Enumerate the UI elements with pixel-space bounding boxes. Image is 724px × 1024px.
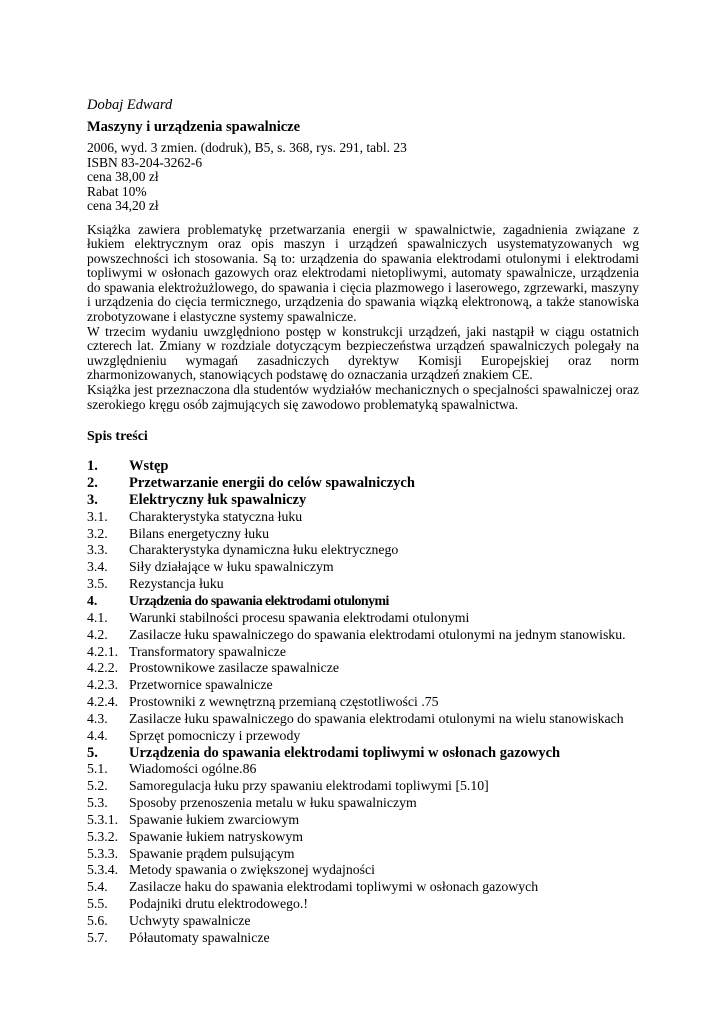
toc-item (87, 627, 639, 644)
table-of-contents (87, 458, 639, 946)
toc-item-number: 5.2. (87, 778, 108, 794)
book-title: Maszyny i urządzenia spawalnicze (87, 119, 301, 135)
toc-item (87, 458, 639, 475)
toc-item-number: 5.7. (87, 929, 108, 945)
toc-item (87, 812, 639, 829)
toc-item-title: Półautomaty spawalnicze (129, 929, 270, 945)
toc-item (87, 778, 639, 795)
toc-item-number: 5. (87, 744, 98, 761)
description-paragraph: Książka jest przeznaczona dla studentów wydziałów mechanicznych o specjalności spawalniczej oraz szerokiego kręgu osób zajmujących się zawodowo problematyką spawalnictwa. (87, 382, 639, 412)
toc-item (87, 913, 639, 930)
toc-item-title: Spawanie prądem pulsującym (129, 845, 295, 861)
toc-item-number: 4.3. (87, 710, 108, 726)
toc-item-number: 5.3.3. (87, 845, 119, 861)
toc-item-title: Wiadomości ogólne.86 (129, 761, 257, 777)
toc-item-number: 3.4. (87, 559, 108, 575)
toc-item-title: Rezystancja łuku (129, 576, 224, 592)
toc-item (87, 610, 639, 627)
toc-item (87, 711, 639, 728)
toc-item-title: Siły działające w łuku spawalniczym (129, 559, 334, 575)
toc-item (87, 492, 639, 509)
toc-item (87, 846, 639, 863)
toc-item (87, 896, 639, 913)
toc-item-number: 4.1. (87, 609, 108, 625)
toc-item-title: Zasilacze łuku spawalniczego do spawania elektrodami otulonymi na jednym stanowisku. (129, 626, 626, 642)
toc-item-title: Uchwyty spawalnicze (129, 913, 251, 928)
toc-item-number: 3.5. (87, 576, 108, 592)
toc-item (87, 879, 639, 896)
toc-item-number: 5.3. (87, 795, 108, 811)
toc-item-title: Urządzenia do spawania elektrodami otulonymi (129, 592, 389, 608)
toc-item (87, 593, 639, 610)
toc-item (87, 644, 639, 661)
toc-item-title: Charakterystyka dynamiczna łuku elektrycznego (129, 542, 399, 558)
toc-item (87, 677, 639, 694)
book-details (87, 141, 639, 214)
toc-item-title: Prostowniki z wewnętrzną przemianą częstotliwości .75 (129, 694, 439, 710)
document-page (87, 96, 639, 947)
toc-item-number: 4.2.4. (87, 694, 119, 710)
toc-item-title: Sposoby przenoszenia metalu w łuku spawalniczym (129, 795, 417, 811)
toc-item-title: Elektryczny łuk spawalniczy (129, 491, 307, 508)
toc-item-title: Sprzęt pomocniczy i przewody (129, 727, 301, 743)
edition-info: 2006, wyd. 3 zmien. (dodruk), B5, s. 368, rys. 291, tabl. 23 (87, 140, 407, 155)
toc-item-title: Przetwarzanie energii do celów spawalniczych (129, 475, 415, 492)
price: cena 38,00 zł (87, 169, 159, 184)
toc-item (87, 576, 639, 593)
toc-item-title: Przetwornice spawalnicze (129, 677, 273, 693)
toc-item-number: 3.2. (87, 525, 108, 541)
toc-item-number: 4.2. (87, 626, 108, 642)
toc-item-number: 5.3.1. (87, 811, 119, 827)
toc-item (87, 862, 639, 879)
toc-item-title: Transformatory spawalnicze (129, 643, 286, 659)
book-description (87, 223, 639, 413)
toc-item-number: 5.5. (87, 896, 108, 912)
toc-item (87, 526, 639, 543)
toc-item-title: Zasilacze haku do spawania elektrodami topliwymi w osłonach gazowych (129, 879, 539, 895)
description-paragraph: W trzecim wydaniu uwzględniono postęp w konstrukcji urządzeń, jaki nastąpił w ciągu ostatnich czterech lat. Zmiany w rozdziale dotyczącym bezpieczeństwa urządzeń spawalniczych polegały na uwzględnieniu wymagań zasadniczych dyrektyw Komisji Europejskiej oraz norm zharmonizowanych, stanowiących podstawę do oznaczania urządzeń znakiem CE. (87, 323, 639, 383)
toc-item-number: 2. (87, 475, 98, 492)
toc-item-number: 4.2.3. (87, 677, 119, 693)
toc-item (87, 660, 639, 677)
toc-item-number: 1. (87, 458, 98, 475)
toc-item-title: Warunki stabilności procesu spawania elektrodami otulonymi (129, 609, 470, 625)
discounted-price: cena 34,20 zł (87, 198, 159, 213)
toc-item-title: Wstęp (129, 458, 169, 475)
toc-item (87, 559, 639, 576)
toc-item (87, 509, 639, 526)
toc-item (87, 728, 639, 745)
isbn: ISBN 83-204-3262-6 (87, 154, 203, 170)
toc-item-title: Metody spawania o zwiększonej wydajności (129, 862, 375, 878)
toc-item (87, 694, 639, 711)
toc-item-number: 5.3.2. (87, 828, 119, 844)
toc-item-number: 4.2.2. (87, 660, 119, 676)
toc-item-title: Samoregulacja łuku przy spawaniu elektrodami topliwymi [5.10] (129, 778, 489, 794)
book-author: Dobaj Edward (87, 97, 173, 113)
toc-item-title: Spawanie łukiem zwarciowym (129, 811, 300, 827)
toc-item (87, 829, 639, 846)
description-paragraph: Książka zawiera problematykę przetwarzania energii w spawalnictwie, zagadnienia związane z łukiem elektrycznym oraz opis maszyn i urządzeń spawalniczych usystematyzowanych wg powszechności ich stosowania. Są to: urządzenia do spawania elektrodami otulonymi i elektrodami topliwymi w osłonach gazowych oraz elektrodami nietopliwymi, automaty spawalnicze, urządzenia do spawania elektrożużlowego, do spawania i cięcia plazmowego i laserowego, zgrzewarki, maszyny i urządzenia do cięcia termicznego, urządzenia do spawania wiązką elektronową, a także stanowiska zrobotyzowane i elastyczne systemy spawalnicze. (87, 221, 639, 325)
toc-item-number: 5.3.4. (87, 862, 119, 878)
toc-item-number: 5.6. (87, 913, 108, 928)
toc-item-number: 3.3. (87, 542, 108, 558)
toc-item (87, 475, 639, 492)
toc-item-number: 3. (87, 491, 98, 508)
toc-item-number: 4.2.1. (87, 643, 119, 659)
toc-item-number: 4. (87, 592, 98, 608)
toc-item (87, 542, 639, 559)
toc-item-number: 5.1. (87, 761, 108, 777)
toc-item-number: 4.4. (87, 727, 108, 743)
toc-item-title: Charakterystyka statyczna łuku (129, 508, 303, 524)
toc-item-title: Prostownikowe zasilacze spawalnicze (129, 660, 339, 676)
toc-heading: Spis treści (87, 429, 148, 445)
toc-item-number: 5.4. (87, 879, 108, 895)
toc-item (87, 745, 639, 762)
toc-item (87, 761, 639, 778)
toc-item-title: Bilans energetyczny łuku (129, 525, 269, 541)
toc-item-number: 3.1. (87, 508, 108, 524)
toc-item-title: Spawanie łukiem natryskowym (129, 828, 303, 844)
toc-item (87, 930, 639, 947)
toc-item (87, 795, 639, 812)
toc-item-title: Zasilacze łuku spawalniczego do spawania elektrodami otulonymi na wielu stanowiskach (129, 710, 624, 726)
toc-item-title: Podajniki drutu elektrodowego.! (129, 896, 308, 912)
discount: Rabat 10% (87, 183, 147, 199)
toc-item-title: Urządzenia do spawania elektrodami topliwymi w osłonach gazowych (129, 744, 561, 761)
